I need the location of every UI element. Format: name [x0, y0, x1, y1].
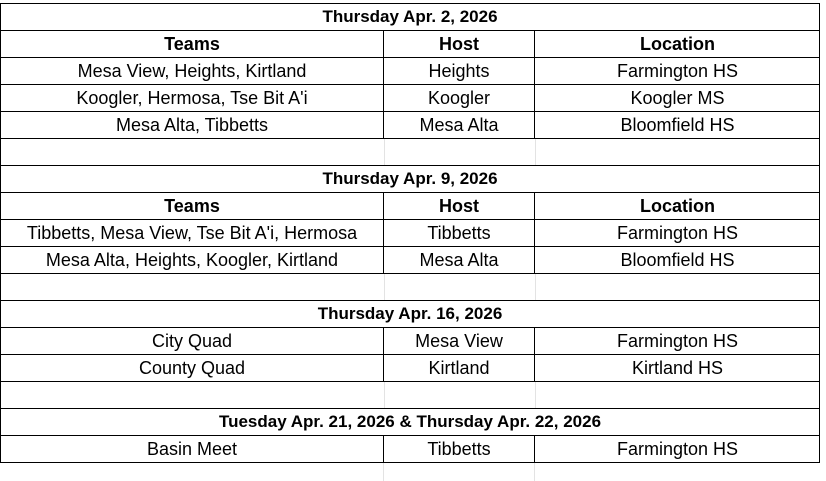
location-cell: Koogler MS	[630, 88, 725, 108]
header-host: Host	[384, 193, 535, 220]
header-host: Host	[384, 31, 535, 58]
teams-cell: City Quad	[1, 328, 384, 355]
host-cell: Koogler	[384, 85, 535, 112]
table-row	[0, 327, 820, 354]
spacer-row	[0, 381, 820, 408]
location-cell: Farmington HS	[616, 439, 739, 459]
table-row	[0, 354, 820, 381]
teams-cell: Basin Meet	[1, 436, 384, 463]
header-row	[0, 192, 820, 219]
location-cell: Farmington HS	[616, 331, 739, 351]
host-cell: Mesa View	[384, 328, 535, 355]
section-title: Thursday Apr. 9, 2026	[322, 169, 498, 188]
header-location: Location	[640, 34, 715, 54]
host-cell: Heights	[384, 58, 535, 85]
host-cell: Mesa Alta	[384, 112, 535, 139]
teams-cell: County Quad	[1, 355, 384, 382]
header-location: Location	[640, 196, 715, 216]
table-row	[0, 84, 820, 111]
host-cell: Tibbetts	[384, 220, 535, 247]
table-row	[0, 246, 820, 273]
location-cell: Farmington HS	[616, 61, 739, 81]
section-title-row	[0, 300, 820, 327]
header-teams: Teams	[1, 31, 384, 58]
location-cell: Farmington HS	[616, 223, 739, 243]
section-title-row	[0, 165, 820, 192]
teams-cell: Tibbetts, Mesa View, Tse Bit A'i, Hermosa	[1, 220, 384, 247]
section-title-row	[0, 3, 820, 30]
teams-cell: Mesa Alta, Tibbetts	[1, 112, 384, 139]
section-title-row	[0, 408, 820, 435]
table-row	[0, 57, 820, 84]
host-cell: Tibbetts	[384, 436, 535, 463]
section-title: Thursday Apr. 16, 2026	[317, 304, 503, 323]
location-cell: Bloomfield HS	[620, 250, 735, 270]
table-row	[0, 111, 820, 138]
section-title: Tuesday Apr. 21, 2026 & Thursday Apr. 22, 2026	[218, 412, 602, 431]
section-title: Thursday Apr. 2, 2026	[322, 7, 498, 26]
teams-cell: Mesa Alta, Heights, Koogler, Kirtland	[1, 247, 384, 274]
bottom-gridline	[0, 462, 820, 481]
host-cell: Mesa Alta	[384, 247, 535, 274]
spacer-row	[0, 138, 820, 165]
teams-cell: Koogler, Hermosa, Tse Bit A'i	[1, 85, 384, 112]
header-row	[0, 30, 820, 57]
location-cell: Kirtland HS	[631, 358, 724, 378]
teams-cell: Mesa View, Heights, Kirtland	[1, 58, 384, 85]
header-teams: Teams	[1, 193, 384, 220]
location-cell: Bloomfield HS	[620, 115, 735, 135]
table-row	[0, 219, 820, 246]
host-cell: Kirtland	[384, 355, 535, 382]
spacer-row	[0, 273, 820, 300]
table-row	[0, 435, 820, 462]
